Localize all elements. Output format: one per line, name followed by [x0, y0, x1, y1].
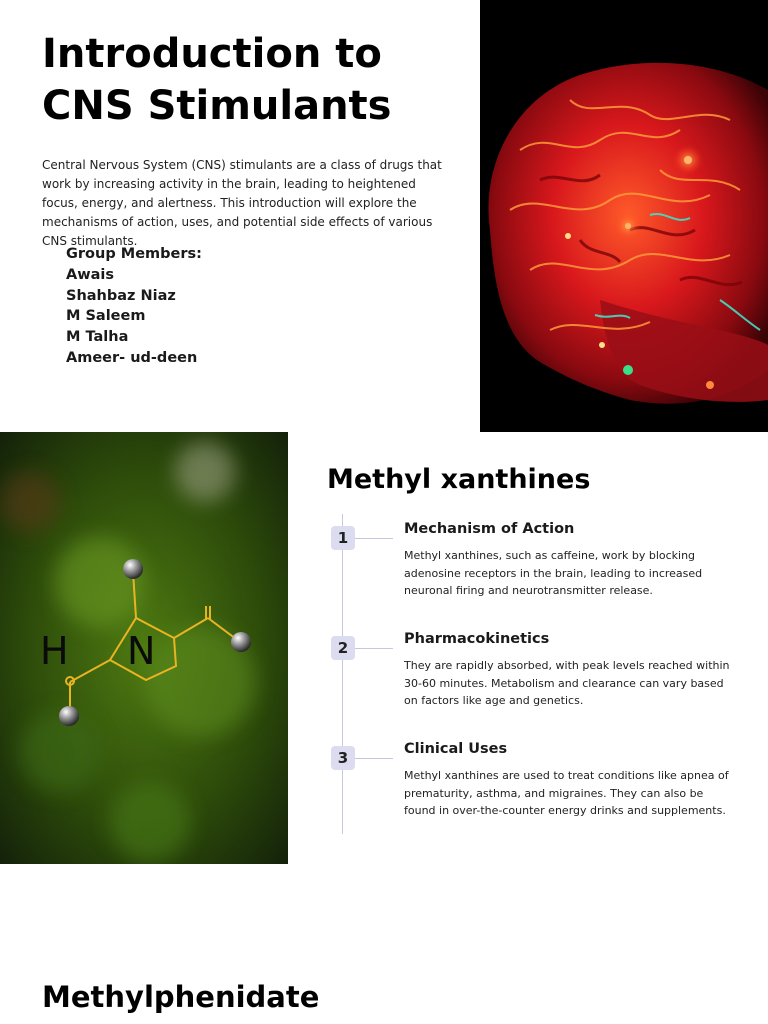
group-members — [66, 244, 202, 369]
molecule-illustration — [0, 432, 288, 864]
step-heading: Mechanism of Action — [404, 521, 575, 537]
step-text: They are rapidly absorbed, with peak levels reached within 30-60 minutes. Metabolism and clearance can vary based on factors like age and genetics. — [404, 659, 730, 708]
timeline-connector — [355, 538, 393, 539]
timeline-connector — [355, 758, 393, 759]
member-name: Shahbaz Niaz — [66, 287, 176, 304]
member-name: Ameer- ud-deen — [66, 349, 198, 366]
member-name: M Saleem — [66, 308, 146, 325]
step-text: Methyl xanthines, such as caffeine, work by blocking adenosine receptors in the brain, leading to increased neuronal firing and neurotransmitter release. — [404, 549, 703, 598]
step-text: Methyl xanthines are used to treat conditions like apnea of prematurity, asthma, and migraines. They can also be found in over-the-counter energy drinks and supplements. — [404, 769, 729, 818]
timeline-connector — [355, 648, 393, 649]
intro-paragraph: Central Nervous System (CNS) stimulants are a class of drugs that work by increasing activity in the brain, leading to heightened focus, energy, and alertness. This introduction will explore the mechanisms of action, uses, and potential side effects of various CNS stimulants. — [42, 158, 442, 248]
brain-image — [480, 0, 768, 432]
step-heading: Pharmacokinetics — [404, 631, 550, 647]
section-title-methylphenidate: Methylphenidate — [42, 980, 320, 1014]
members-heading: Group Members: — [66, 246, 202, 262]
atom-label-n: N — [127, 629, 156, 673]
page-title: Introduction to CNS Stimulants — [42, 31, 392, 129]
timeline-line — [342, 514, 343, 834]
step-number: 2 — [331, 636, 355, 660]
step-number: 3 — [331, 746, 355, 770]
step-heading: Clinical Uses — [404, 741, 508, 757]
brain-illustration — [480, 0, 768, 432]
molecule-image — [0, 432, 288, 864]
step-number: 1 — [331, 526, 355, 550]
atom-label-h: H — [40, 629, 69, 673]
member-name: M Talha — [66, 329, 129, 346]
section-title-methyl-xanthines: Methyl xanthines — [327, 464, 591, 495]
member-name: Awais — [66, 266, 115, 283]
